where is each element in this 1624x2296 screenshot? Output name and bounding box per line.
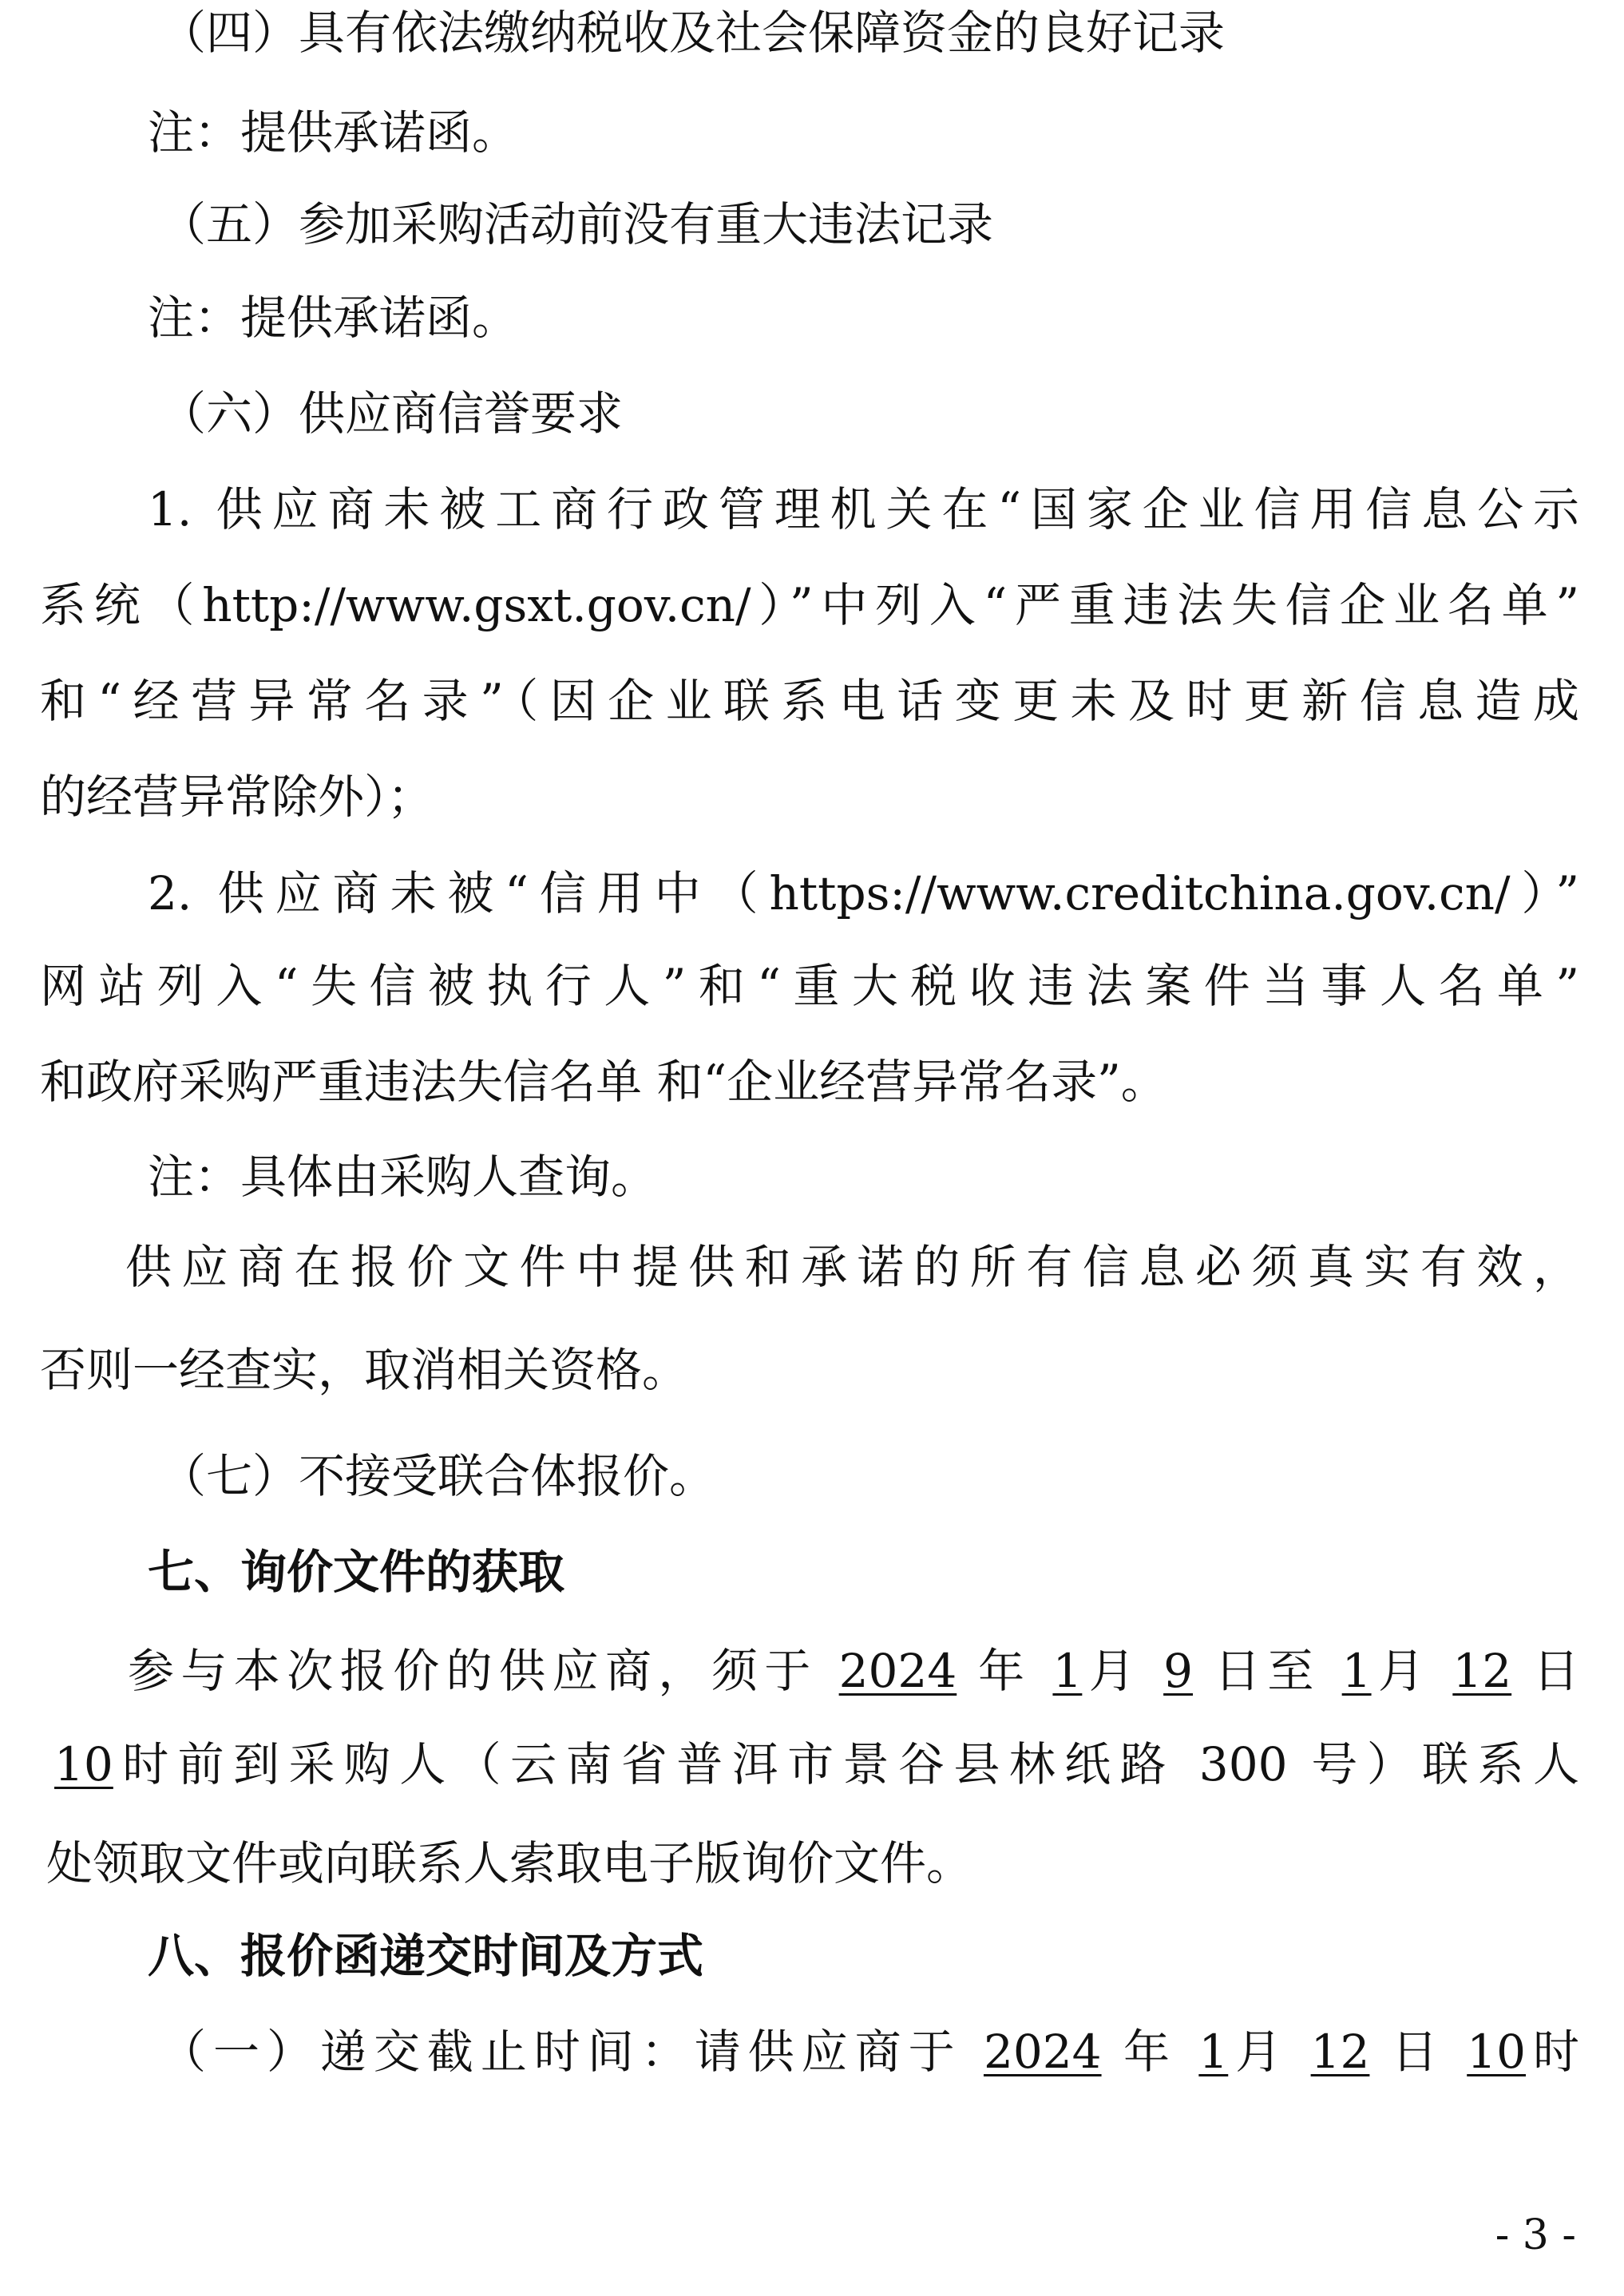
text-segment: 日 bbox=[1369, 2025, 1468, 2079]
text-line bbox=[148, 1924, 703, 1988]
text-segment: 1. 供应商未被工商行政管理机关在“国家企业信用信息公示 bbox=[148, 482, 1579, 536]
text-line bbox=[148, 861, 1579, 925]
text-segment: 月 bbox=[1082, 1644, 1164, 1698]
text-segment: 和政府采购严重违法失信名单 和“企业经营异常名录”。 bbox=[40, 1055, 1167, 1109]
underlined-value: 10 bbox=[1467, 2025, 1527, 2079]
underlined-value: 12 bbox=[1452, 1644, 1512, 1698]
text-segment: 参与本次报价的供应商，须于 bbox=[128, 1644, 839, 1698]
underlined-value: 12 bbox=[1310, 2025, 1370, 2079]
underlined-value: 10 bbox=[54, 1737, 113, 1791]
text-segment: 年 bbox=[1101, 2025, 1199, 2079]
section-heading: 八、报价函递交时间及方式 bbox=[148, 1929, 704, 1983]
text-segment: 日至 bbox=[1193, 1644, 1342, 1698]
page-number: - 3 - bbox=[1495, 2211, 1576, 2259]
text-segment: 和“经营异常名录”（因企业联系电话变更未及时更新信息造成 bbox=[40, 674, 1579, 728]
text-segment: 月 bbox=[1371, 1644, 1453, 1698]
text-line bbox=[160, 2020, 1579, 2084]
text-line bbox=[148, 286, 518, 350]
text-line bbox=[160, 1, 1225, 65]
underlined-value: 2024 bbox=[838, 1644, 957, 1698]
text-line bbox=[40, 765, 434, 829]
text-segment: 注：具体由采购人查询。 bbox=[148, 1150, 658, 1204]
text-segment: 注：提供承诺函。 bbox=[148, 105, 519, 160]
underlined-value: 1 bbox=[1198, 2025, 1229, 2079]
text-line bbox=[160, 192, 993, 256]
text-segment: （四）具有依法缴纳税收及社会保障资金的良好记录 bbox=[160, 6, 1226, 60]
text-segment: 注：提供承诺函。 bbox=[148, 291, 519, 345]
text-line bbox=[148, 1145, 657, 1209]
text-segment: 网站列入“失信被执行人”和“重大税收违法案件当事人名单” bbox=[40, 959, 1579, 1013]
text-segment: 2. 供应商未被“信用中（https://www.creditchina.gov.cn/）” bbox=[148, 866, 1579, 920]
text-line bbox=[148, 477, 1579, 541]
section-heading: 七、询价文件的获取 bbox=[148, 1545, 565, 1599]
text-line bbox=[40, 573, 1579, 637]
text-segment: 日 bbox=[1511, 1644, 1579, 1698]
text-line bbox=[40, 669, 1579, 733]
text-line bbox=[148, 101, 518, 164]
text-segment: （七）不接受联合体报价。 bbox=[160, 1449, 716, 1503]
text-segment: （六）供应商信誉要求 bbox=[160, 386, 624, 441]
text-segment: 供应商在报价文件中提供和承诺的所有信息必须真实有效， bbox=[125, 1240, 1579, 1294]
text-segment: 月 bbox=[1228, 2025, 1311, 2079]
text-line bbox=[46, 1831, 972, 1895]
underlined-value: 1 bbox=[1341, 1644, 1372, 1698]
text-line bbox=[54, 1732, 1579, 1796]
text-segment: （一）递交截止时间：请供应商于 bbox=[160, 2025, 984, 2079]
text-segment: 时前到采购人（云南省普洱市景谷县林纸路 300 号）联系人 bbox=[113, 1737, 1579, 1791]
text-segment: 系统（http://www.gsxt.gov.cn/）”中列入“严重违法失信企业名单” bbox=[40, 578, 1579, 632]
text-line bbox=[128, 1639, 1579, 1703]
underlined-value: 1 bbox=[1052, 1644, 1083, 1698]
text-segment: 年 bbox=[957, 1644, 1053, 1698]
text-segment: 处领取文件或向联系人索取电子版询价文件。 bbox=[46, 1836, 973, 1890]
text-segment: 否则一经查实，取消相关资格。 bbox=[40, 1343, 689, 1397]
text-line bbox=[40, 954, 1579, 1018]
text-line bbox=[40, 1050, 1167, 1114]
text-line bbox=[148, 1540, 564, 1604]
text-line bbox=[125, 1235, 1579, 1299]
text-line bbox=[40, 1338, 688, 1402]
text-line bbox=[160, 1444, 715, 1508]
underlined-value: 9 bbox=[1163, 1644, 1194, 1698]
text-segment: 时 bbox=[1526, 2025, 1579, 2079]
text-line bbox=[160, 382, 623, 445]
text-segment: 的经营异常除外）； bbox=[40, 770, 434, 824]
text-segment: （五）参加采购活动前没有重大违法记录 bbox=[160, 197, 994, 251]
underlined-value: 2024 bbox=[983, 2025, 1102, 2079]
